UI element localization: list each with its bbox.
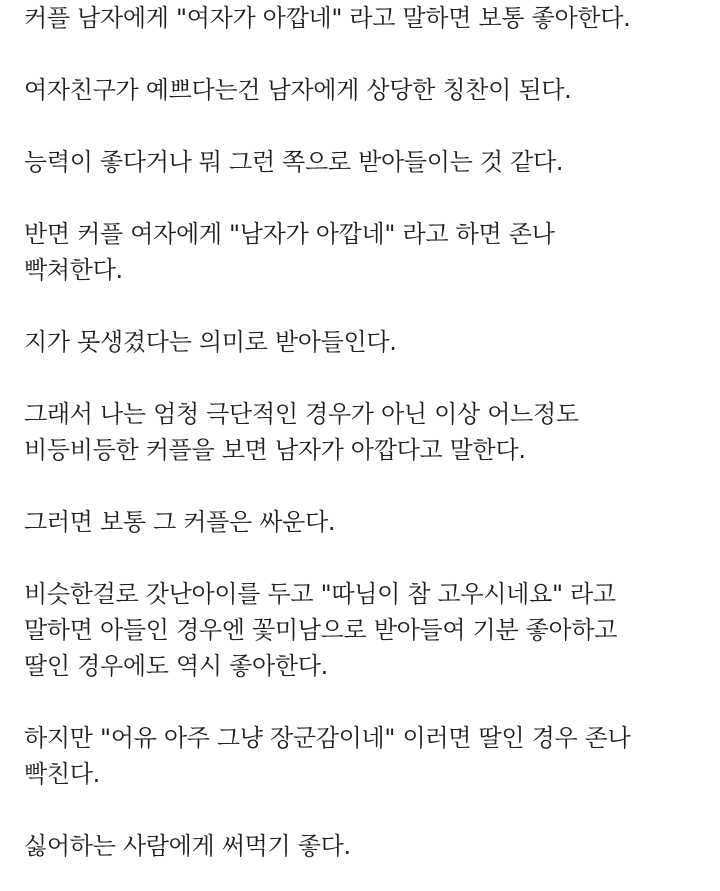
paragraph — [24, 144, 714, 180]
paragraph — [24, 216, 714, 288]
text-line: 싫어하는 사람에게 써먹기 좋다. — [24, 832, 351, 860]
paragraph — [24, 576, 714, 684]
paragraph-gap — [24, 360, 714, 396]
paragraph-gap — [24, 180, 714, 216]
text-line: 그래서 나는 엄청 극단적인 경우가 아닌 이상 어느정도 — [24, 400, 579, 428]
text-line: 반면 커플 여자에게 "남자가 아깝네" 라고 하면 존나 — [24, 220, 555, 248]
text-line: 비등비등한 커플을 보면 남자가 아깝다고 말한다. — [24, 436, 526, 464]
text-line: 하지만 "어유 아주 그냥 장군감이네" 이러면 딸인 경우 존나 — [24, 724, 631, 752]
paragraph — [24, 504, 714, 540]
text-line: 지가 못생겼다는 의미로 받아들인다. — [24, 328, 397, 356]
paragraph — [24, 72, 714, 108]
paragraph-gap — [24, 540, 714, 576]
paragraph — [24, 0, 714, 36]
paragraph — [24, 828, 714, 864]
text-line: 그러면 보통 그 커플은 싸운다. — [24, 508, 336, 536]
text-line: 비슷한걸로 갓난아이를 두고 "따님이 참 고우시네요" 라고 — [24, 580, 616, 608]
paragraph-gap — [24, 36, 714, 72]
text-line: 빡쳐한다. — [24, 256, 123, 284]
paragraph-gap — [24, 792, 714, 828]
paragraph — [24, 324, 714, 360]
paragraph-gap — [24, 108, 714, 144]
text-line: 빡친다. — [24, 760, 100, 788]
paragraph-gap — [24, 288, 714, 324]
text-line: 말하면 아들인 경우엔 꽃미남으로 받아들여 기분 좋아하고 — [24, 616, 618, 644]
paragraph — [24, 396, 714, 468]
text-line: 여자친구가 예쁘다는건 남자에게 상당한 칭찬이 된다. — [24, 76, 572, 104]
paragraph-gap — [24, 468, 714, 504]
text-line: 능력이 좋다거나 뭐 그런 쪽으로 받아들이는 것 같다. — [24, 148, 564, 176]
text-line: 커플 남자에게 "여자가 아깝네" 라고 말하면 보통 좋아한다. — [24, 4, 631, 32]
text-line: 딸인 경우에도 역시 좋아한다. — [24, 652, 328, 680]
post-body — [24, 0, 714, 864]
paragraph-gap — [24, 684, 714, 720]
paragraph — [24, 720, 714, 792]
